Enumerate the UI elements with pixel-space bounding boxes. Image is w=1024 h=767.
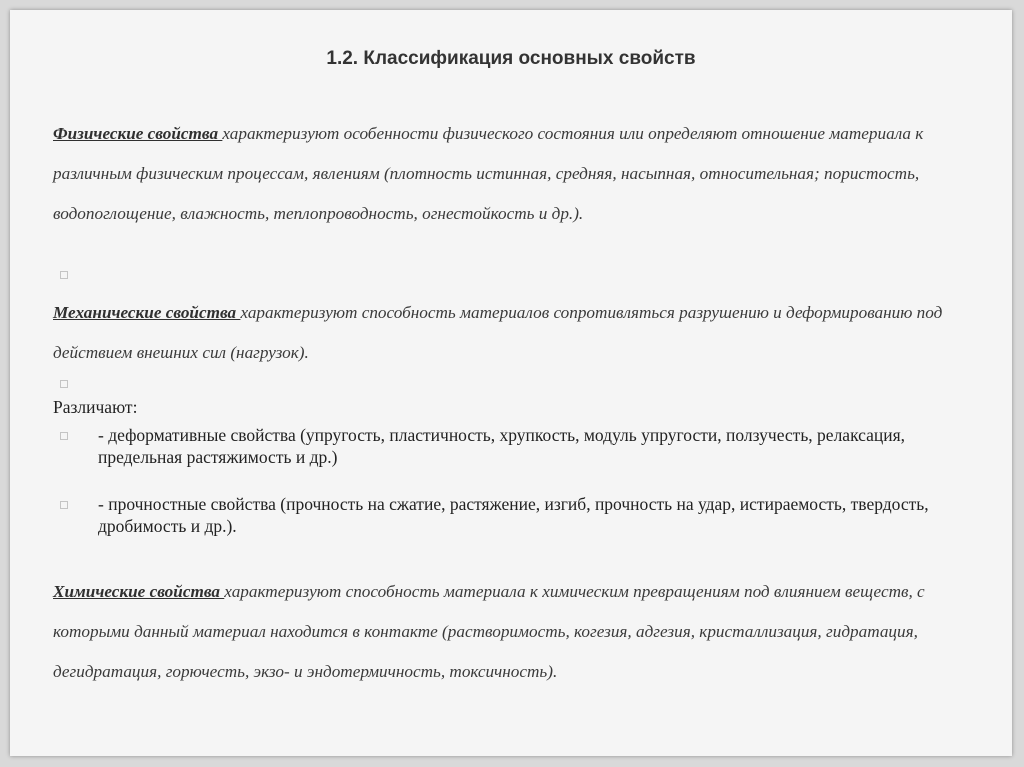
physical-properties-paragraph: [53, 114, 983, 234]
physical-properties-term: Физические свойства: [53, 124, 223, 143]
mechanical-properties-text: характеризуют способность материалов сопротивляться разрушению и деформированию под действием внешних сил (нагрузок).: [53, 303, 943, 362]
chemical-properties-term: Химические свойства: [53, 582, 225, 601]
list-bullet-icon: [60, 432, 68, 440]
slide: [10, 10, 1012, 756]
mechanical-properties-paragraph: [53, 293, 983, 373]
distinguish-label: Различают:: [53, 397, 138, 417]
physical-properties-text: характеризуют особенности физического состояния или определяют отношение материала к различным физическим процессам, явлениям (плотность истинная, средняя, насыпная, относительная; пористость, водопоглощение, влажность, теплопроводность, огнестойкость и др.).: [53, 124, 924, 223]
list-bullet-icon: [60, 501, 68, 509]
list-item-strength: - прочностные свойства (прочность на сжатие, растяжение, изгиб, прочность на удар, истираемость, твердость, дробимость и др.).: [98, 494, 929, 536]
page-title: 1.2. Классификация основных свойств: [326, 48, 696, 69]
empty-bullet-icon: [60, 380, 68, 388]
chemical-properties-text: характеризуют способность материала к химическим превращениям под влиянием веществ, с которыми данный материал находится в контакте (растворимость, когезия, адгезия, кристаллизация, гидратация, дегидратация, горючесть, экзо- и эндотермичность, токсичность).: [53, 582, 925, 681]
list-item-deformative: - деформативные свойства (упругость, пластичность, хрупкость, модуль упругости, ползучесть, релаксация, предельная растяжимость и др.): [98, 425, 906, 467]
mechanical-properties-term: Механические свойства: [53, 303, 241, 322]
chemical-properties-paragraph: [53, 572, 983, 692]
empty-bullet-icon: [60, 271, 68, 279]
